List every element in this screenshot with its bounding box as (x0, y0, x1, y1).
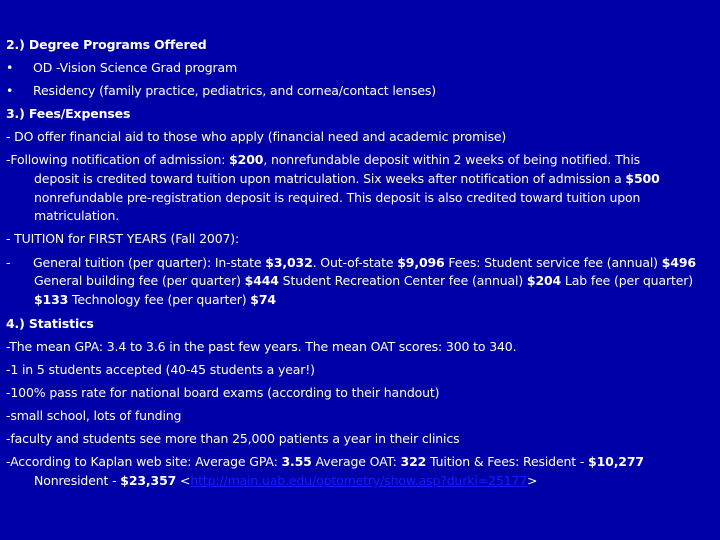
text-part: Average OAT: (311, 454, 401, 469)
bullet-od-program (6, 60, 238, 76)
building-fee-line (34, 273, 693, 289)
residency-text: Residency (family practice, pediatrics, and cornea/contact lenses) (33, 83, 436, 98)
recreation-fee-amount: $204 (526, 273, 562, 288)
text-part: Student Recreation Center fee (annual) (278, 273, 527, 288)
gpa-text: -The mean GPA: 3.4 to 3.6 in the past few years. The mean OAT scores: 300 to 340. (6, 339, 517, 354)
kaplan-oat: 322 (400, 454, 427, 469)
bullet-residency (6, 83, 436, 99)
technology-fee-amount: $74 (250, 292, 276, 307)
text-part: deposit is credited toward tuition upon matriculation. Six weeks after notification of admission a (34, 171, 626, 186)
kaplan-gpa: 3.55 (281, 454, 312, 469)
lab-fee-amount: $133 (34, 292, 69, 307)
text-part: , nonrefundable deposit within 2 weeks of being notified. This (263, 152, 641, 167)
matriculation-text: matriculation. (34, 208, 120, 223)
deposit-credit-text (34, 171, 660, 187)
notification-text (6, 152, 640, 168)
general-tuition-text (33, 255, 696, 271)
text-part: Tuition & Fees: Resident - (426, 454, 589, 469)
text-part: Fees: Student service fee (annual) (444, 255, 662, 270)
technology-fee-line (34, 292, 276, 308)
tuition-heading: - TUITION for FIRST YEARS (Fall 2007): (6, 231, 240, 246)
text-part: General building fee (per quarter) (34, 273, 245, 288)
resident-amount: $10,277 (588, 454, 644, 469)
service-fee-amount: $496 (661, 255, 696, 270)
text-part: Technology fee (per quarter) (68, 292, 251, 307)
bullet-icon: • (6, 83, 14, 98)
text-part: > (527, 473, 538, 488)
text-part: Lab fee (per quarter) (561, 273, 693, 288)
nonresident-amount: $23,357 (120, 473, 177, 488)
deposit-amount: $200 (229, 152, 264, 167)
text-part: < (176, 473, 191, 488)
preregistration-text: nonrefundable pre-registration deposit is required. This deposit is also credited toward tuition upon (34, 190, 641, 205)
acceptance-text: -1 in 5 students accepted (40-45 students a year!) (6, 362, 315, 377)
heading-degree-programs: 2.) Degree Programs Offered (6, 37, 207, 52)
dash-marker: - (6, 255, 11, 270)
financial-aid-text: - DO offer financial aid to those who apply (financial need and academic promise) (6, 129, 507, 144)
building-fee-amount: $444 (244, 273, 279, 288)
patients-text: -faculty and students see more than 25,000 patients a year in their clinics (6, 431, 460, 446)
funding-text: -small school, lots of funding (6, 408, 182, 423)
text-part: -According to Kaplan web site: Average GPA: (6, 454, 282, 469)
general-tuition-line (6, 255, 696, 271)
pass-rate-text: -100% pass rate for national board exams (according to their handout) (6, 385, 440, 400)
text-part: General tuition (per quarter): In-state (33, 255, 266, 270)
text-part: . Out-of-state (312, 255, 398, 270)
preregistration-amount: $500 (625, 171, 660, 186)
od-program-text: OD -Vision Science Grad program (33, 60, 238, 75)
uab-optometry-link[interactable]: http://main.uab.edu/optometry/show.asp?durki=25177 (190, 473, 528, 488)
outofstate-amount: $9,096 (397, 255, 445, 270)
text-part: -Following notification of admission: (6, 152, 230, 167)
heading-fees: 3.) Fees/Expenses (6, 106, 131, 121)
instate-amount: $3,032 (265, 255, 313, 270)
nonresident-line (34, 473, 537, 489)
heading-statistics: 4.) Statistics (6, 316, 94, 331)
text-part: Nonresident - (34, 473, 121, 488)
bullet-icon: • (6, 60, 14, 75)
kaplan-line (6, 454, 644, 470)
